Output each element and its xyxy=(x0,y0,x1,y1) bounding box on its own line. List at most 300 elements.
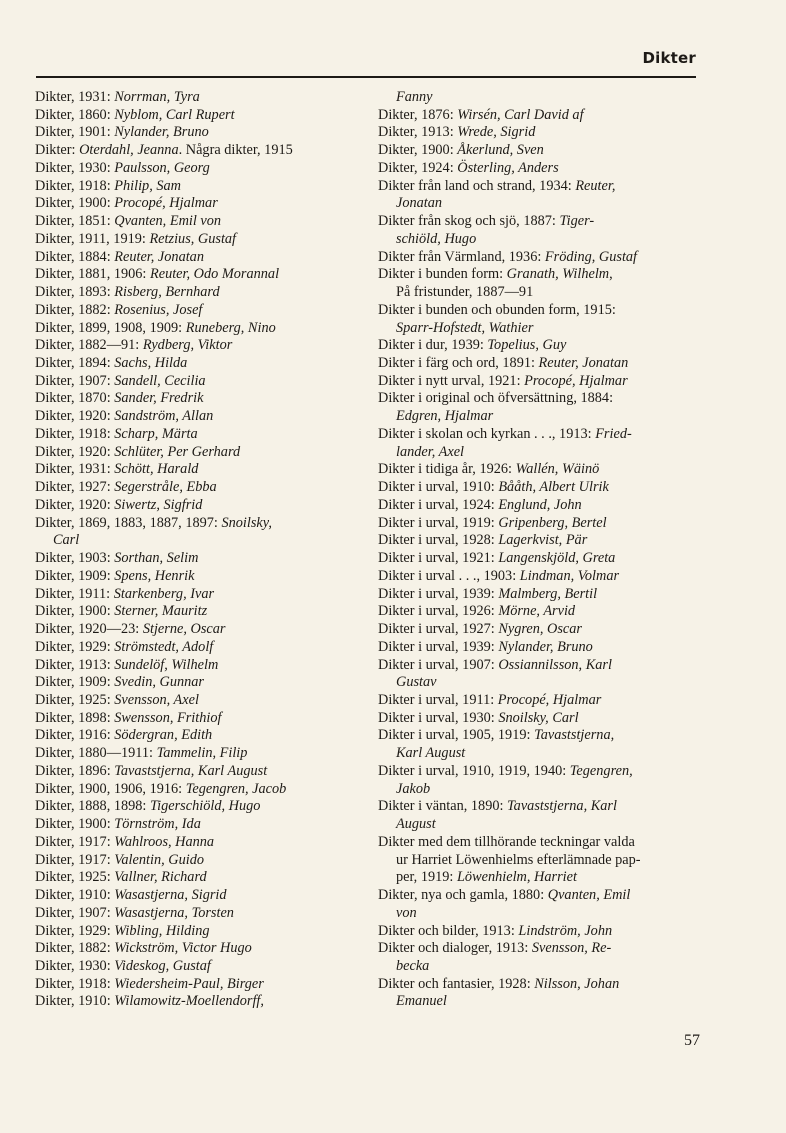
index-entry xyxy=(35,390,355,408)
entry-author: Retzius, Gustaf xyxy=(149,230,237,247)
running-head: Dikter xyxy=(642,49,696,67)
entry-author: Tigerschiöld, Hugo xyxy=(149,798,261,815)
entry-title: På fristunder, 1887—91 xyxy=(396,284,534,301)
entry-title: Dikter i urval, 1939: xyxy=(378,638,499,655)
entry-author: Wibling, Hilding xyxy=(114,922,210,939)
entry-title: Dikter i urval, 1939: xyxy=(378,585,499,602)
index-entry xyxy=(378,107,700,125)
index-entry xyxy=(35,426,355,444)
index-entry xyxy=(35,993,355,1011)
index-entry xyxy=(35,178,355,196)
entry-author: Qvanten, Emil xyxy=(547,887,631,904)
index-entry xyxy=(35,745,355,763)
index-entry xyxy=(378,532,700,550)
entry-author: Wickström, Victor Hugo xyxy=(114,940,252,957)
entry-title: Dikter, 1882: xyxy=(35,301,115,318)
entry-title: Dikter, 1860: xyxy=(35,106,115,123)
entry-author: Englund, John xyxy=(498,496,582,513)
entry-author: Wrede, Sigrid xyxy=(457,124,536,141)
entry-title: Dikter i urval, 1921: xyxy=(378,550,499,567)
entry-author: Valentin, Guido xyxy=(114,851,204,868)
entry-author: Törnström, Ida xyxy=(114,816,201,833)
entry-title: ur Harriet Löwenhielms efterlämnade pap- xyxy=(396,851,641,868)
entry-author: Lindström, John xyxy=(518,922,613,939)
entry-title: Dikter, 1884: xyxy=(35,248,115,265)
entry-title: Dikter i urval, 1905, 1919: xyxy=(378,727,535,744)
entry-author: Wahlroos, Hanna xyxy=(114,833,215,850)
index-entry xyxy=(378,302,700,320)
index-entry-continuation xyxy=(378,781,700,799)
entry-author: Sachs, Hilda xyxy=(114,355,188,372)
entry-author: Carl xyxy=(53,532,80,549)
entry-author: Tavaststjerna, Karl August xyxy=(114,762,268,779)
index-entry xyxy=(35,124,355,142)
entry-author: Mörne, Arvid xyxy=(498,603,576,620)
index-entry xyxy=(35,674,355,692)
entry-author: Videskog, Gustaf xyxy=(114,957,211,974)
index-entry xyxy=(378,621,700,639)
entry-author: Sandström, Allan xyxy=(114,408,214,425)
header-rule xyxy=(36,76,696,78)
entry-title: Dikter, 1918: xyxy=(35,425,115,442)
entry-author: Procopé, Hjalmar xyxy=(524,372,628,389)
index-entry xyxy=(35,337,355,355)
index-entry xyxy=(378,160,700,178)
entry-author: Sparr-Hofstedt, Wathier xyxy=(396,319,534,336)
entry-title: Dikter, 1896: xyxy=(35,762,115,779)
index-entry xyxy=(35,89,355,107)
index-entry-continuation xyxy=(378,869,700,887)
index-entry xyxy=(35,568,355,586)
entry-author: Sandell, Cecilia xyxy=(114,372,206,389)
entry-author: Tegengren, xyxy=(569,762,633,779)
entry-author: Reuter, Odo Morannal xyxy=(149,266,280,283)
entry-author: Nyblom, Carl Rupert xyxy=(114,106,235,123)
index-entry xyxy=(378,923,700,941)
entry-author: Nygren, Oscar xyxy=(498,621,582,638)
index-entry xyxy=(378,657,700,675)
index-entry-continuation xyxy=(378,444,700,462)
entry-title: Dikter i urval . . ., 1903: xyxy=(378,567,520,584)
index-entry xyxy=(378,355,700,373)
entry-author: Paulsson, Georg xyxy=(114,159,210,176)
entry-author: Tegengren, Jacob xyxy=(185,780,287,797)
index-entry xyxy=(35,249,355,267)
entry-author: Lagerkvist, Pär xyxy=(498,532,588,549)
entry-author: becka xyxy=(396,957,430,974)
entry-author: Spens, Henrik xyxy=(114,567,195,584)
index-entry-continuation xyxy=(378,905,700,923)
entry-title: Dikter, 1909: xyxy=(35,674,115,691)
entry-title: Dikter, 1900, 1906, 1916: xyxy=(35,780,186,797)
entry-title: Dikter, 1913: xyxy=(378,124,458,141)
entry-author: Reuter, Jonatan xyxy=(538,355,629,372)
entry-title: Dikter, 1911: xyxy=(35,585,114,602)
entry-title: Dikter i urval, 1928: xyxy=(378,532,499,549)
index-entry xyxy=(378,178,700,196)
entry-title: Dikter, nya och gamla, 1880: xyxy=(378,887,548,904)
index-entry-continuation xyxy=(378,993,700,1011)
entry-suffix: , xyxy=(609,266,613,283)
entry-title: Dikter, 1913: xyxy=(35,656,115,673)
entry-title: Dikter, 1910: xyxy=(35,993,115,1010)
entry-author: Oterdahl, Jeanna xyxy=(79,142,179,159)
entry-author: Sterner, Mauritz xyxy=(114,603,208,620)
entry-title: Dikter, 1907: xyxy=(35,904,115,921)
index-entry xyxy=(378,461,700,479)
entry-title: Dikter, 1907: xyxy=(35,372,115,389)
index-entry xyxy=(378,515,700,533)
index-entry xyxy=(35,603,355,621)
index-entry xyxy=(35,923,355,941)
entry-author: Qvanten, Emil von xyxy=(114,213,222,230)
entry-author: Tavaststjerna, xyxy=(534,727,615,744)
index-entry xyxy=(35,461,355,479)
index-entry xyxy=(378,249,700,267)
entry-title: Dikter, 1869, 1883, 1887, 1897: xyxy=(35,514,222,531)
index-entry xyxy=(35,710,355,728)
index-entry xyxy=(35,444,355,462)
index-entry xyxy=(378,550,700,568)
entry-title: Dikter i dur, 1939: xyxy=(378,337,488,354)
index-entry-continuation xyxy=(378,284,700,302)
entry-author: Segerstråle, Ebba xyxy=(114,479,217,496)
index-entry xyxy=(35,266,355,284)
entry-title: Dikter i original och öfversättning, 1884: xyxy=(378,390,614,407)
entry-author: Ossiannilsson, Karl xyxy=(498,656,612,673)
entry-title: Dikter i bunden och obunden form, 1915: xyxy=(378,301,616,318)
entry-title: Dikter, 1900: xyxy=(35,195,115,212)
index-entry xyxy=(378,426,700,444)
entry-title: per, 1919: xyxy=(396,869,457,886)
entry-title: Dikter i urval, 1930: xyxy=(378,709,499,726)
entry-title: Dikter och dialoger, 1913: xyxy=(378,940,532,957)
entry-title: Dikter i urval, 1910, 1919, 1940: xyxy=(378,762,570,779)
index-entry xyxy=(35,408,355,426)
index-entry xyxy=(35,657,355,675)
index-entry xyxy=(35,852,355,870)
entry-author: Procopé, Hjalmar xyxy=(114,195,218,212)
entry-author: von xyxy=(396,904,417,921)
index-entry xyxy=(378,568,700,586)
index-entry xyxy=(378,586,700,604)
entry-author: Åkerlund, Sven xyxy=(457,142,544,159)
index-entry xyxy=(35,160,355,178)
index-entry xyxy=(378,497,700,515)
index-entry xyxy=(35,727,355,745)
entry-title: Dikter, 1930: xyxy=(35,159,115,176)
entry-title: Dikter, 1924: xyxy=(378,159,458,176)
index-entry xyxy=(378,266,700,284)
entry-author: Wasastjerna, Torsten xyxy=(114,904,234,921)
entry-author: Philip, Sam xyxy=(114,177,181,194)
entry-title: Dikter, 1920: xyxy=(35,496,115,513)
entry-title: Dikter, 1870: xyxy=(35,390,115,407)
entry-title: Dikter i urval, 1910: xyxy=(378,479,499,496)
index-entry xyxy=(35,869,355,887)
entry-author: Lindman, Volmar xyxy=(519,567,620,584)
entry-title: Dikter i väntan, 1890: xyxy=(378,798,508,815)
entry-title: Dikter, 1909: xyxy=(35,567,115,584)
index-entry xyxy=(35,834,355,852)
entry-author: Norrman, Tyra xyxy=(114,89,200,105)
entry-author: Scharp, Märta xyxy=(114,425,198,442)
entry-title: Dikter, 1918: xyxy=(35,177,115,194)
entry-author: Sorthan, Selim xyxy=(114,550,199,567)
index-entry xyxy=(378,976,700,994)
entry-title: Dikter, 1903: xyxy=(35,550,115,567)
index-entry xyxy=(35,355,355,373)
index-entry xyxy=(378,710,700,728)
index-entry xyxy=(35,107,355,125)
entry-author: lander, Axel xyxy=(396,443,465,460)
index-entry xyxy=(35,142,355,160)
index-entry xyxy=(35,639,355,657)
index-entry xyxy=(378,124,700,142)
entry-author: Starkenberg, Ivar xyxy=(113,585,215,602)
entry-title: Dikter, 1882—91: xyxy=(35,337,143,354)
entry-title: Dikter, 1888, 1898: xyxy=(35,798,150,815)
entry-author: Karl August xyxy=(396,745,466,762)
entry-title: Dikter, 1899, 1908, 1909: xyxy=(35,319,186,336)
entry-title: Dikter i urval, 1926: xyxy=(378,603,499,620)
index-entry xyxy=(378,390,700,408)
entry-author: Sundelöf, Wilhelm xyxy=(114,656,219,673)
entry-title: Dikter från land och strand, 1934: xyxy=(378,177,576,194)
entry-title: Dikter, 1881, 1906: xyxy=(35,266,150,283)
entry-author: Österling, Anders xyxy=(457,159,559,176)
entry-suffix: . Några dikter, 1915 xyxy=(178,142,293,159)
index-entry xyxy=(378,727,700,745)
index-entry xyxy=(35,479,355,497)
index-entry xyxy=(35,798,355,816)
entry-title: Dikter, 1920: xyxy=(35,408,115,425)
index-entry xyxy=(35,231,355,249)
entry-title: Dikter i nytt urval, 1921: xyxy=(378,372,525,389)
index-entry xyxy=(35,284,355,302)
entry-title: Dikter, 1894: xyxy=(35,355,115,372)
index-column-left xyxy=(35,89,355,1011)
entry-title: Dikter, 1920—23: xyxy=(35,621,143,638)
entry-author: Reuter, xyxy=(575,177,616,194)
entry-author: Swensson, Frithiof xyxy=(114,709,222,726)
entry-title: Dikter, 1880—1911: xyxy=(35,745,157,762)
entry-author: Tavaststjerna, Karl xyxy=(507,798,617,815)
entry-title: Dikter, 1930: xyxy=(35,957,115,974)
entry-title: Dikter, 1911, 1919: xyxy=(35,230,150,247)
index-entry xyxy=(35,781,355,799)
index-entry xyxy=(378,692,700,710)
index-entry-continuation xyxy=(378,816,700,834)
index-entry-continuation xyxy=(378,852,700,870)
index-entry xyxy=(35,976,355,994)
entry-title: Dikter i urval, 1907: xyxy=(378,656,499,673)
entry-title: Dikter i bunden form: xyxy=(378,266,507,283)
index-entry xyxy=(35,958,355,976)
index-entry xyxy=(35,195,355,213)
index-entry xyxy=(35,213,355,231)
entry-title: Dikter, 1931: xyxy=(35,461,115,478)
entry-title: Dikter: xyxy=(35,142,80,159)
entry-author: Runeberg, Nino xyxy=(185,319,276,336)
index-entry xyxy=(378,639,700,657)
entry-title: Dikter, 1900: xyxy=(35,816,115,833)
entry-author: Emanuel xyxy=(396,993,447,1010)
index-entry xyxy=(378,603,700,621)
entry-author: Reuter, Jonatan xyxy=(114,248,204,265)
entry-author: Edgren, Hjalmar xyxy=(396,408,494,425)
entry-title: Dikter, 1920: xyxy=(35,443,115,460)
entry-title: Dikter från Värmland, 1936: xyxy=(378,248,545,265)
entry-author: Snoilsky, Carl xyxy=(498,709,579,726)
entry-title: Dikter från skog och sjö, 1887: xyxy=(378,213,560,230)
entry-author: Wallén, Wäinö xyxy=(515,461,600,478)
entry-author: Procopé, Hjalmar xyxy=(497,691,602,708)
entry-title: Dikter i tidiga år, 1926: xyxy=(378,461,516,478)
entry-title: Dikter i färg och ord, 1891: xyxy=(378,355,539,372)
index-entry-continuation xyxy=(378,231,700,249)
entry-author: Rydberg, Viktor xyxy=(142,337,233,354)
index-entry xyxy=(378,834,700,852)
entry-author: Svedin, Gunnar xyxy=(114,674,204,691)
entry-author: Tammelin, Filip xyxy=(156,745,248,762)
entry-title: Dikter, 1900: xyxy=(35,603,115,620)
index-entry-continuation xyxy=(378,745,700,763)
index-entry xyxy=(35,905,355,923)
entry-author: Gripenberg, Bertel xyxy=(498,514,607,531)
index-entry-continuation xyxy=(378,674,700,692)
entry-author: Fanny xyxy=(396,89,433,105)
entry-author: Granath, Wilhelm xyxy=(506,266,610,283)
index-entry xyxy=(35,692,355,710)
entry-title: Dikter, 1918: xyxy=(35,975,115,992)
index-entry xyxy=(378,213,700,231)
entry-title: Dikter, 1900: xyxy=(378,142,458,159)
entry-title: Dikter, 1851: xyxy=(35,213,115,230)
index-entry-continuation xyxy=(378,958,700,976)
index-entry xyxy=(35,940,355,958)
entry-title: Dikter, 1927: xyxy=(35,479,115,496)
entry-title: Dikter, 1917: xyxy=(35,833,115,850)
entry-author: Södergran, Edith xyxy=(114,727,213,744)
entry-author: Schlüter, Per Gerhard xyxy=(114,443,241,460)
index-entry xyxy=(35,586,355,604)
index-entry xyxy=(378,142,700,160)
index-entry xyxy=(378,940,700,958)
entry-author: August xyxy=(396,816,436,833)
index-entry xyxy=(35,373,355,391)
index-entry xyxy=(378,763,700,781)
index-entry xyxy=(378,798,700,816)
entry-title: Dikter i urval, 1924: xyxy=(378,496,499,513)
entry-title: Dikter i urval, 1927: xyxy=(378,621,499,638)
entry-author: Sander, Fredrik xyxy=(114,390,204,407)
entry-author: Siwertz, Sigfrid xyxy=(114,496,203,513)
entry-author: Nylander, Bruno xyxy=(498,638,593,655)
entry-title: Dikter, 1876: xyxy=(378,106,458,123)
index-entry-continuation xyxy=(378,89,700,107)
index-entry-continuation xyxy=(378,195,700,213)
index-entry-continuation xyxy=(35,532,355,550)
entry-title: Dikter med dem tillhörande teckningar valda xyxy=(378,833,635,850)
entry-author: Strömstedt, Adolf xyxy=(114,638,214,655)
entry-author: Malmberg, Bertil xyxy=(498,585,598,602)
index-entry xyxy=(35,497,355,515)
entry-author: Tiger- xyxy=(559,213,595,230)
entry-author: Fröding, Gustaf xyxy=(544,248,638,265)
entry-author: Bååth, Albert Ulrik xyxy=(498,479,609,496)
entry-author: Topelius, Guy xyxy=(487,337,567,354)
entry-title: Dikter, 1925: xyxy=(35,691,115,708)
entry-title: Dikter, 1882: xyxy=(35,940,115,957)
entry-title: Dikter och bilder, 1913: xyxy=(378,922,519,939)
entry-author: Nilsson, Johan xyxy=(534,975,620,992)
entry-title: Dikter, 1916: xyxy=(35,727,115,744)
entry-title: Dikter, 1893: xyxy=(35,284,115,301)
entry-title: Dikter, 1929: xyxy=(35,638,115,655)
entry-title: Dikter, 1917: xyxy=(35,851,115,868)
entry-author: Risberg, Bernhard xyxy=(114,284,220,301)
entry-author: Nylander, Bruno xyxy=(114,124,209,141)
index-entry xyxy=(35,550,355,568)
entry-author: Wiedersheim-Paul, Birger xyxy=(114,975,264,992)
entry-title: Dikter i urval, 1911: xyxy=(378,691,498,708)
index-entry xyxy=(378,373,700,391)
index-entry xyxy=(35,816,355,834)
entry-title: Dikter och fantasier, 1928: xyxy=(378,975,535,992)
entry-title: Dikter, 1929: xyxy=(35,922,115,939)
entry-author: Langenskjöld, Greta xyxy=(498,550,616,567)
entry-author: Stjerne, Oscar xyxy=(142,621,226,638)
index-entry xyxy=(35,302,355,320)
entry-author: Vallner, Richard xyxy=(114,869,207,886)
entry-author: Wirsén, Carl David af xyxy=(457,106,584,123)
entry-author: Schött, Harald xyxy=(114,461,199,478)
entry-title: Dikter, 1910: xyxy=(35,887,115,904)
entry-title: Dikter, 1931: xyxy=(35,89,115,105)
index-entry xyxy=(378,337,700,355)
index-entry-continuation xyxy=(378,408,700,426)
entry-author: Jakob xyxy=(396,780,431,797)
entry-author: schiöld, Hugo xyxy=(396,230,477,247)
entry-author: Gustav xyxy=(396,674,437,691)
page-number: 57 xyxy=(684,1032,700,1049)
index-entry xyxy=(378,479,700,497)
entry-author: Wasastjerna, Sigrid xyxy=(114,887,227,904)
entry-author: Fried- xyxy=(595,425,632,442)
entry-author: Svensson, Re- xyxy=(531,940,612,957)
entry-author: Jonatan xyxy=(396,195,443,212)
index-column-right xyxy=(378,89,700,1011)
index-entry xyxy=(35,621,355,639)
index-entry xyxy=(378,887,700,905)
entry-author: Rosenius, Josef xyxy=(114,301,203,318)
entry-title: Dikter, 1901: xyxy=(35,124,115,141)
entry-author: Snoilsky, xyxy=(221,514,272,531)
index-entry xyxy=(35,320,355,338)
index-entry-continuation xyxy=(378,320,700,338)
index-entry xyxy=(35,763,355,781)
entry-author: Löwenhielm, Harriet xyxy=(456,869,577,886)
index-entry xyxy=(35,515,355,533)
entry-title: Dikter, 1925: xyxy=(35,869,115,886)
index-entry xyxy=(35,887,355,905)
entry-title: Dikter, 1898: xyxy=(35,709,115,726)
entry-author: Wilamowitz-Moellendorff, xyxy=(114,993,264,1010)
entry-author: Svensson, Axel xyxy=(114,691,199,708)
entry-title: Dikter i urval, 1919: xyxy=(378,514,499,531)
entry-title: Dikter i skolan och kyrkan . . ., 1913: xyxy=(378,425,596,442)
